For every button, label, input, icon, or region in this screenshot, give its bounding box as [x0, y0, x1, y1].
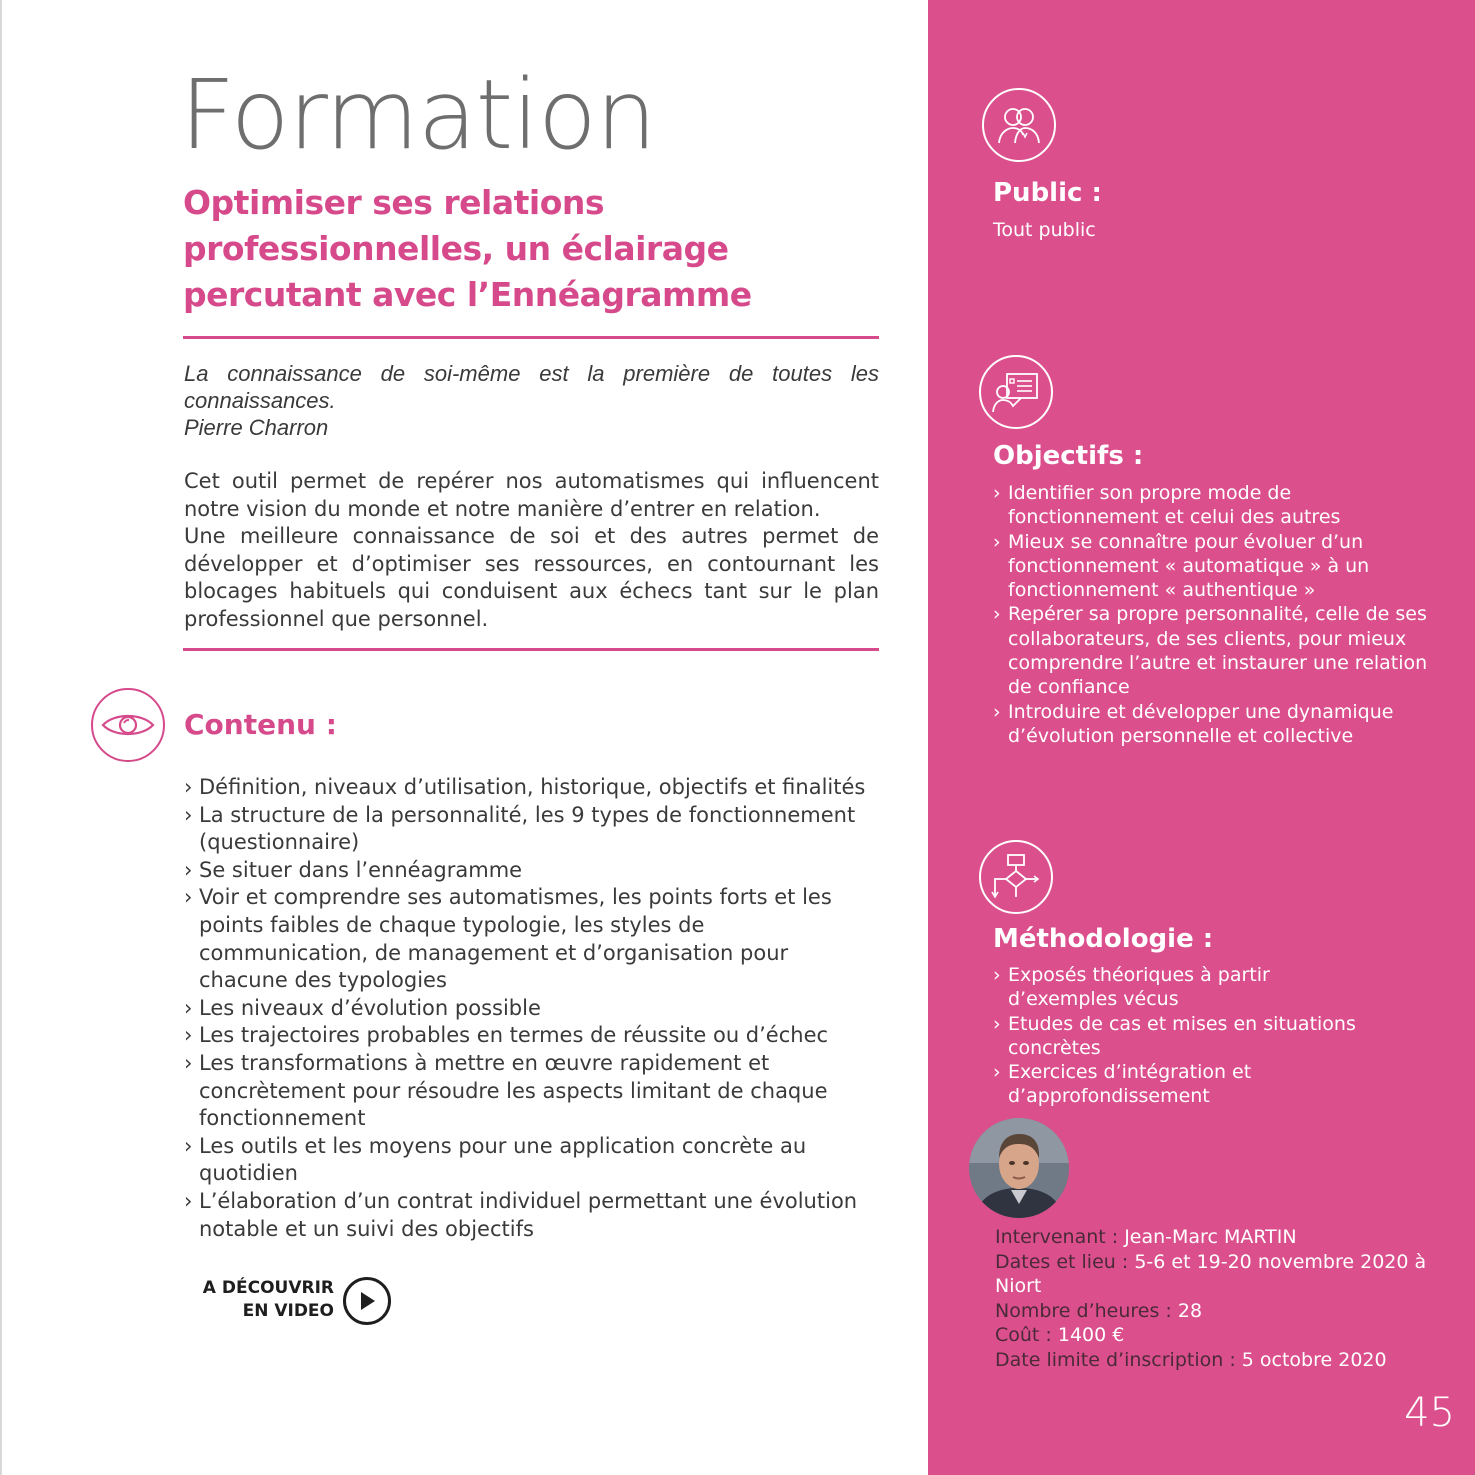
objectifs-heading: Objectifs :: [993, 441, 1144, 471]
detail-heures: [995, 1299, 1455, 1324]
detail-value: 5-6 et 19-20 novembre 2020 à Niort: [995, 1250, 1427, 1297]
list-item: › Les niveaux d’évolution possible: [184, 995, 879, 1023]
list-item: › L’élaboration d’un contrat individuel permettant une évolution notable et un suivi des objectifs: [184, 1188, 879, 1243]
detail-value: 5 octobre 2020: [1241, 1348, 1387, 1371]
contenu-heading: Contenu :: [184, 708, 337, 741]
list-item: › Etudes de cas et mises en situations concrètes: [993, 1012, 1383, 1061]
list-item: › Définition, niveaux d’utilisation, historique, objectifs et finalités: [184, 774, 879, 802]
detail-label: Date limite d’inscription :: [995, 1348, 1242, 1371]
people-icon: [996, 105, 1042, 145]
detail-dates: [995, 1250, 1455, 1299]
intro-text: [184, 468, 879, 633]
play-icon: [357, 1290, 377, 1312]
intro-paragraph: Une meilleure connaissance de soi et des autres permet de développer et d’optimiser ses ressources, en contournant les blocages habituels qui conduisent aux échecs tant sur le plan professionnel que personnel.: [184, 524, 879, 631]
detail-label: Coût :: [995, 1324, 1058, 1346]
list-item: › Les outils et les moyens pour une application concrète au quotidien: [184, 1133, 879, 1188]
play-video-button[interactable]: [343, 1277, 391, 1325]
detail-value: 28: [1177, 1299, 1203, 1322]
subtitle-line-3: percutant avec l’Ennéagramme: [183, 275, 752, 314]
methodologie-list: [993, 963, 1383, 1109]
public-icon-circle: [982, 88, 1056, 162]
course-subtitle: [183, 180, 873, 318]
list-item: › Les trajectoires probables en termes de réussite ou d’échec: [184, 1022, 879, 1050]
list-item: › Introduire et développer une dynamique d’évolution personnelle et collective: [993, 700, 1433, 749]
divider-top: [183, 336, 879, 339]
flowchart-icon: [991, 853, 1041, 901]
detail-intervenant: [995, 1225, 1455, 1250]
list-item: › Voir et comprendre ses automatismes, les points forts et les points faibles de chaque typologie, les styles de communication, de management et d’organisation pour chacune des typologies: [184, 884, 879, 994]
intro-paragraph: Cet outil permet de repérer nos automatismes qui influencent notre vision du monde et notre manière d’entrer en relation.: [184, 469, 879, 521]
presentation-icon: [991, 370, 1041, 414]
methodologie-icon-circle: [979, 840, 1053, 914]
public-heading: Public :: [993, 178, 1102, 208]
list-item: › Repérer sa propre personnalité, celle de ses collaborateurs, de ses clients, pour mieux comprendre l’autre et instaurer une relation de confiance: [993, 602, 1433, 699]
detail-date-limite: [995, 1348, 1455, 1373]
video-link-label[interactable]: [192, 1277, 334, 1323]
video-label-line-1: A DÉCOUVRIR: [202, 1278, 334, 1298]
eye-icon: [100, 710, 156, 740]
detail-value: 1400 €: [1057, 1324, 1125, 1346]
subtitle-line-2: professionnelles, un éclairage: [183, 229, 729, 268]
list-item: › Se situer dans l’ennéagramme: [184, 857, 879, 885]
objectifs-icon-circle: [979, 355, 1053, 429]
quote-block: [184, 360, 879, 441]
detail-label: Nombre d’heures :: [995, 1299, 1178, 1322]
list-item: › Identifier son propre mode de fonctionnement et celui des autres: [993, 481, 1433, 530]
list-item: › Exercices d’intégration et d’approfondissement: [993, 1060, 1383, 1109]
speaker-photo: [969, 1118, 1069, 1218]
session-details: [995, 1225, 1455, 1372]
list-item: › Mieux se connaître pour évoluer d’un fonctionnement « automatique » à un fonctionnement « authentique »: [993, 530, 1433, 603]
detail-cout: [995, 1323, 1455, 1348]
divider-bottom: [183, 648, 879, 651]
avatar: [969, 1118, 1069, 1218]
detail-label: Dates et lieu :: [995, 1250, 1135, 1273]
contenu-icon-circle: [91, 688, 165, 762]
objectifs-list: [993, 481, 1433, 748]
page-title: Formation: [180, 59, 656, 171]
contenu-list: [184, 774, 879, 1243]
video-label-line-2: EN VIDEO: [242, 1301, 334, 1321]
public-text: Tout public: [993, 219, 1096, 241]
list-item: › Exposés théoriques à partir d’exemples vécus: [993, 963, 1383, 1012]
detail-label: Intervenant :: [995, 1226, 1125, 1248]
quote-author: Pierre Charron: [184, 415, 329, 440]
list-item: › La structure de la personnalité, les 9 types de fonctionnement (questionnaire): [184, 802, 879, 857]
methodologie-heading: Méthodologie :: [993, 924, 1214, 954]
list-item: › Les transformations à mettre en œuvre rapidement et concrètement pour résoudre les aspects limitant de chaque fonctionnement: [184, 1050, 879, 1133]
detail-value: Jean-Marc MARTIN: [1124, 1226, 1297, 1248]
subtitle-line-1: Optimiser ses relations: [183, 183, 605, 222]
page-number: 45: [1404, 1390, 1455, 1436]
quote-text: La connaissance de soi-même est la première de toutes les connaissances.: [184, 361, 879, 413]
page-edge-divider: [0, 0, 2, 1475]
